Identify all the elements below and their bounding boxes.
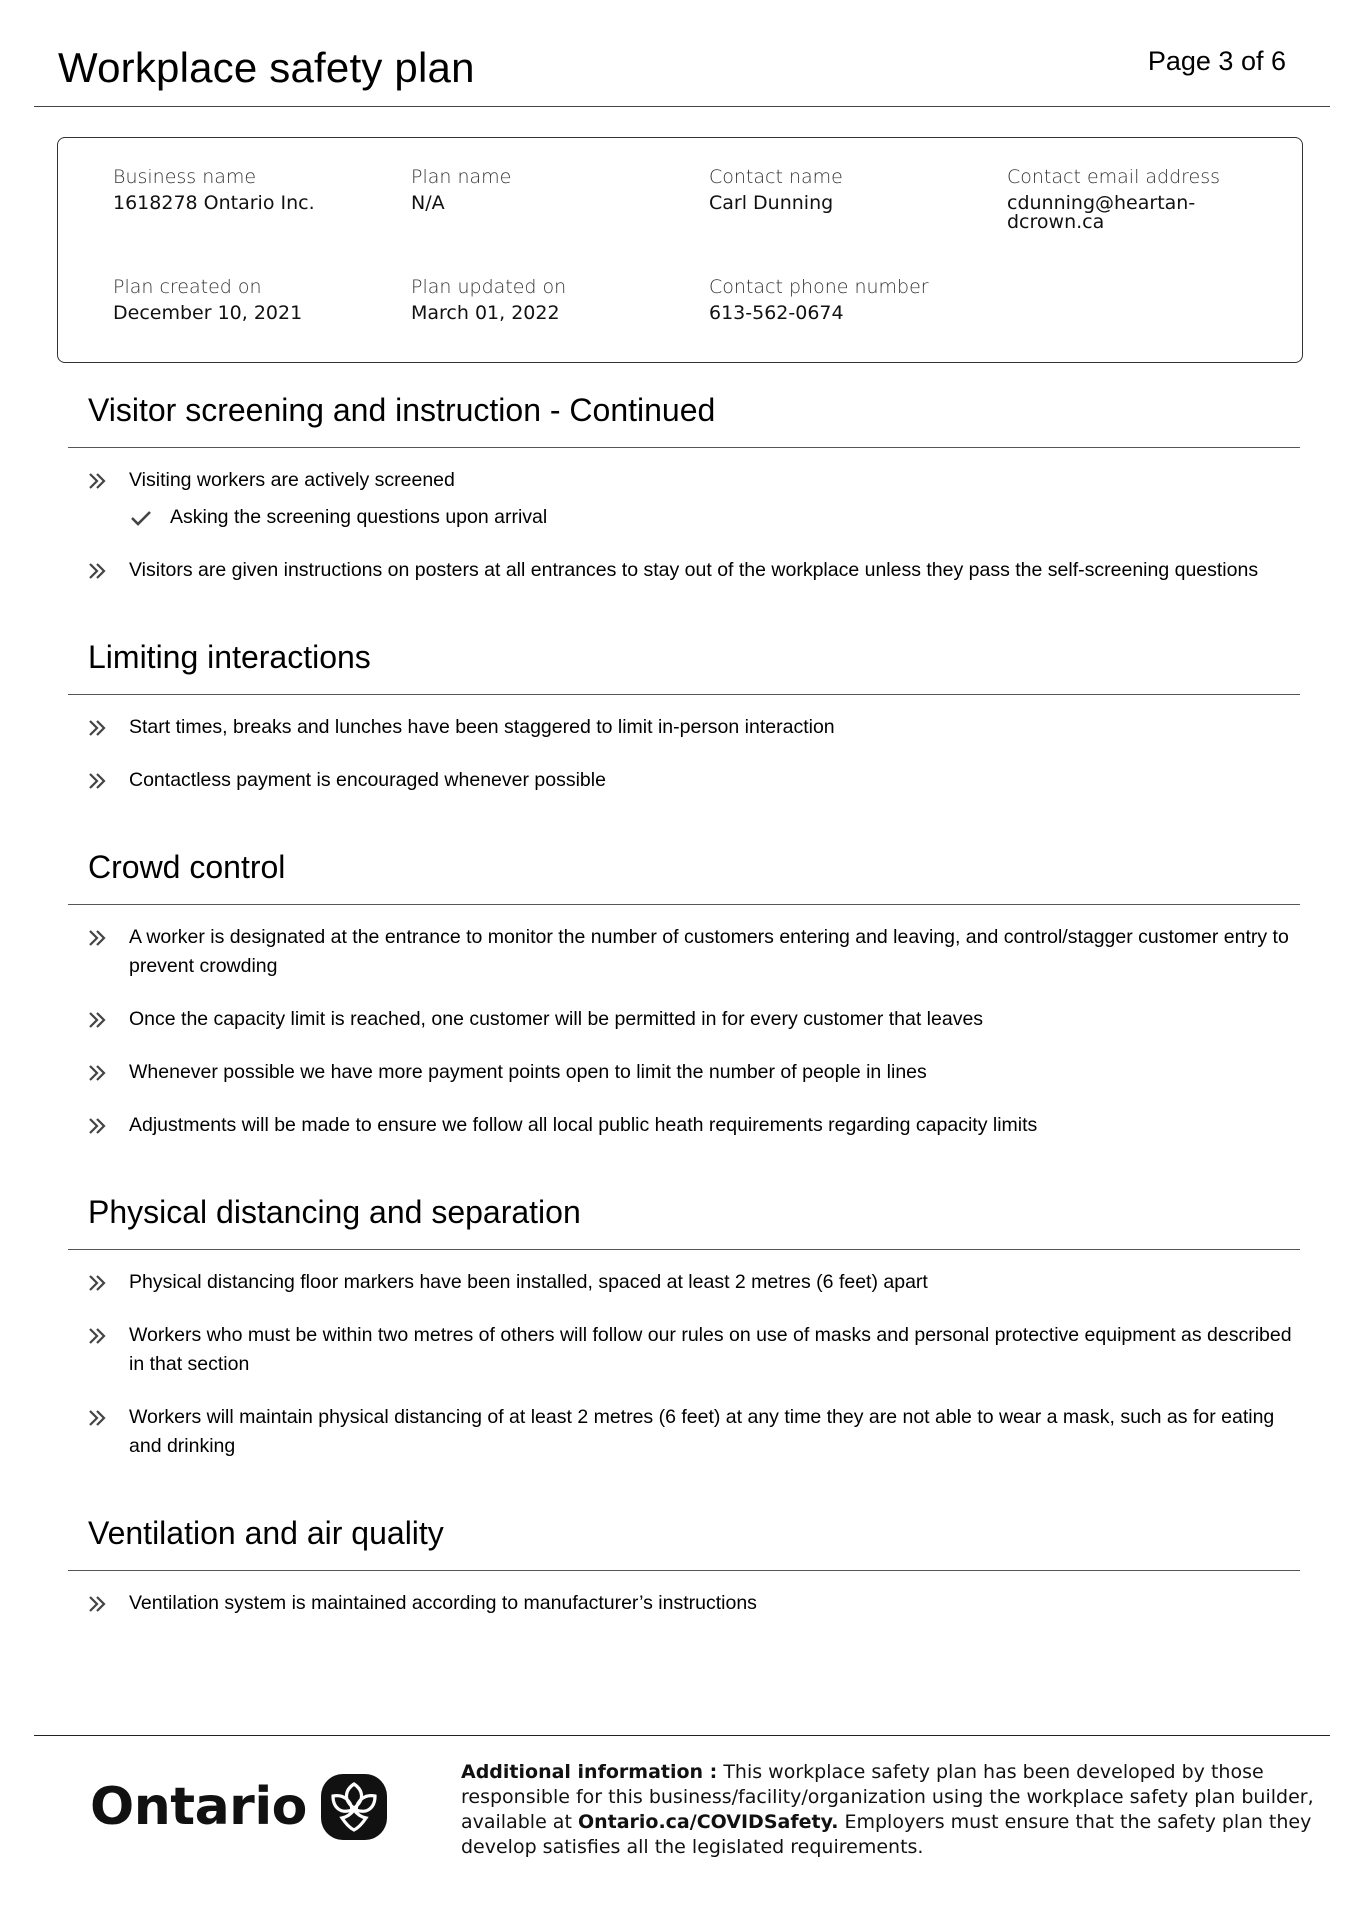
page-header: [34, 0, 1330, 107]
section-title: Crowd control: [68, 837, 1300, 905]
list-item: [68, 923, 1300, 981]
contact-name-label: Contact name: [709, 166, 843, 188]
business-name-value: 1618278 Ontario Inc.: [113, 192, 315, 214]
plan-content: [68, 380, 1300, 1660]
list-item-text: Workers who must be within two metres of others will follow our rules on use of masks and personal protective equipment as described in that section: [129, 1324, 1292, 1375]
double-chevron-icon: [86, 1594, 110, 1614]
plan-created-value: December 10, 2021: [113, 302, 303, 324]
contact-email-line-2: dcrown.ca: [1007, 211, 1105, 233]
section-title: Limiting interactions: [68, 627, 1300, 695]
list-item-text: Once the capacity limit is reached, one customer will be permitted in for every customer that leaves: [129, 1008, 984, 1030]
plan-info-box: [57, 137, 1303, 363]
list-item: [68, 1005, 1300, 1034]
list-item-text: Physical distancing floor markers have been installed, spaced at least 2 metres (6 feet) apart: [129, 1271, 928, 1293]
contact-email-line-1: cdunning@heartan-: [1007, 192, 1196, 214]
double-chevron-icon: [86, 1326, 110, 1346]
list-item: [68, 1268, 1300, 1297]
covid-safety-link[interactable]: Ontario.ca/COVIDSafety.: [577, 1811, 839, 1833]
plan-updated-field: [411, 276, 691, 323]
section-visitor-screening: [68, 380, 1300, 619]
double-chevron-icon: [86, 1273, 110, 1293]
list-item-text: Start times, breaks and lunches have been staggered to limit in-person interaction: [129, 716, 835, 738]
section-ventilation: [68, 1503, 1300, 1652]
list-item: [68, 1403, 1300, 1461]
list-item-text: Whenever possible we have more payment points open to limit the number of people in lines: [129, 1061, 927, 1083]
section-physical-distancing: [68, 1182, 1300, 1495]
plan-updated-label: Plan updated on: [411, 276, 567, 298]
checkmark-icon: [129, 508, 153, 528]
additional-info-text-2: Employers must ensure that the safety plan they develop satisfies all the legislated requirements.: [461, 1811, 1312, 1858]
additional-info-label: Additional information :: [461, 1761, 718, 1783]
double-chevron-icon: [86, 561, 110, 581]
plan-name-label: Plan name: [411, 166, 512, 188]
list-item-text: Ventilation system is maintained according to manufacturer’s instructions: [129, 1592, 757, 1614]
contact-phone-field: [709, 276, 989, 323]
document-title: Workplace safety plan: [58, 44, 475, 91]
list-item: [68, 1321, 1300, 1379]
double-chevron-icon: [86, 1010, 110, 1030]
plan-updated-value: March 01, 2022: [411, 302, 560, 324]
plan-created-field: [113, 276, 393, 323]
list-item: [68, 466, 1300, 532]
additional-information: [461, 1760, 1321, 1860]
additional-info-text-1: This workplace safety plan has been developed by those responsible for this business/facility/organization using the workplace safety plan builder, available at: [461, 1761, 1314, 1833]
contact-email-label: Contact email address: [1007, 166, 1221, 188]
section-title: Visitor screening and instruction - Continued: [68, 380, 1300, 448]
list-item-text: Adjustments will be made to ensure we follow all local public heath requirements regarding capacity limits: [129, 1114, 1038, 1136]
sub-list-item-text: Asking the screening questions upon arrival: [170, 506, 548, 528]
trillium-icon: [319, 1772, 389, 1842]
list-item: [68, 713, 1300, 742]
double-chevron-icon: [86, 718, 110, 738]
double-chevron-icon: [86, 771, 110, 791]
ontario-logo: [90, 1772, 389, 1842]
contact-email-value: [1007, 194, 1267, 232]
list-item: [68, 1058, 1300, 1087]
list-item-text: A worker is designated at the entrance to monitor the number of customers entering and leaving, and control/stagger customer entry to prevent crowding: [129, 926, 1289, 977]
list-item-text: Visitors are given instructions on posters at all entrances to stay out of the workplace unless they pass the self-screening questions: [129, 559, 1259, 581]
plan-name-field: [411, 166, 691, 213]
page-footer: [34, 1735, 1330, 1921]
plan-created-label: Plan created on: [113, 276, 262, 298]
business-name-label: Business name: [113, 166, 257, 188]
list-item: [68, 766, 1300, 795]
list-item: [68, 1589, 1300, 1618]
double-chevron-icon: [86, 1116, 110, 1136]
section-title: Ventilation and air quality: [68, 1503, 1300, 1571]
section-title: Physical distancing and separation: [68, 1182, 1300, 1250]
section-limiting-interactions: [68, 627, 1300, 829]
contact-email-field: [1007, 166, 1267, 232]
list-item-text: Workers will maintain physical distancing of at least 2 metres (6 feet) at any time they are not able to wear a mask, such as for eating and drinking: [129, 1406, 1275, 1457]
double-chevron-icon: [86, 1063, 110, 1083]
double-chevron-icon: [86, 1408, 110, 1428]
list-item-text: Contactless payment is encouraged whenever possible: [129, 769, 606, 791]
plan-name-value: N/A: [411, 192, 445, 214]
double-chevron-icon: [86, 928, 110, 948]
logo-wordmark: Ontario: [90, 1777, 307, 1837]
page-number: Page 3 of 6: [1147, 46, 1286, 76]
business-name-field: [113, 166, 393, 213]
sub-list-item: [129, 503, 1292, 532]
contact-name-value: Carl Dunning: [709, 192, 834, 214]
contact-name-field: [709, 166, 989, 213]
contact-phone-label: Contact phone number: [709, 276, 929, 298]
double-chevron-icon: [86, 471, 110, 491]
contact-phone-value: 613-562-0674: [709, 302, 844, 324]
list-item: [68, 556, 1300, 585]
list-item: [68, 1111, 1300, 1140]
list-item-text: Visiting workers are actively screened: [129, 469, 455, 491]
section-crowd-control: [68, 837, 1300, 1174]
